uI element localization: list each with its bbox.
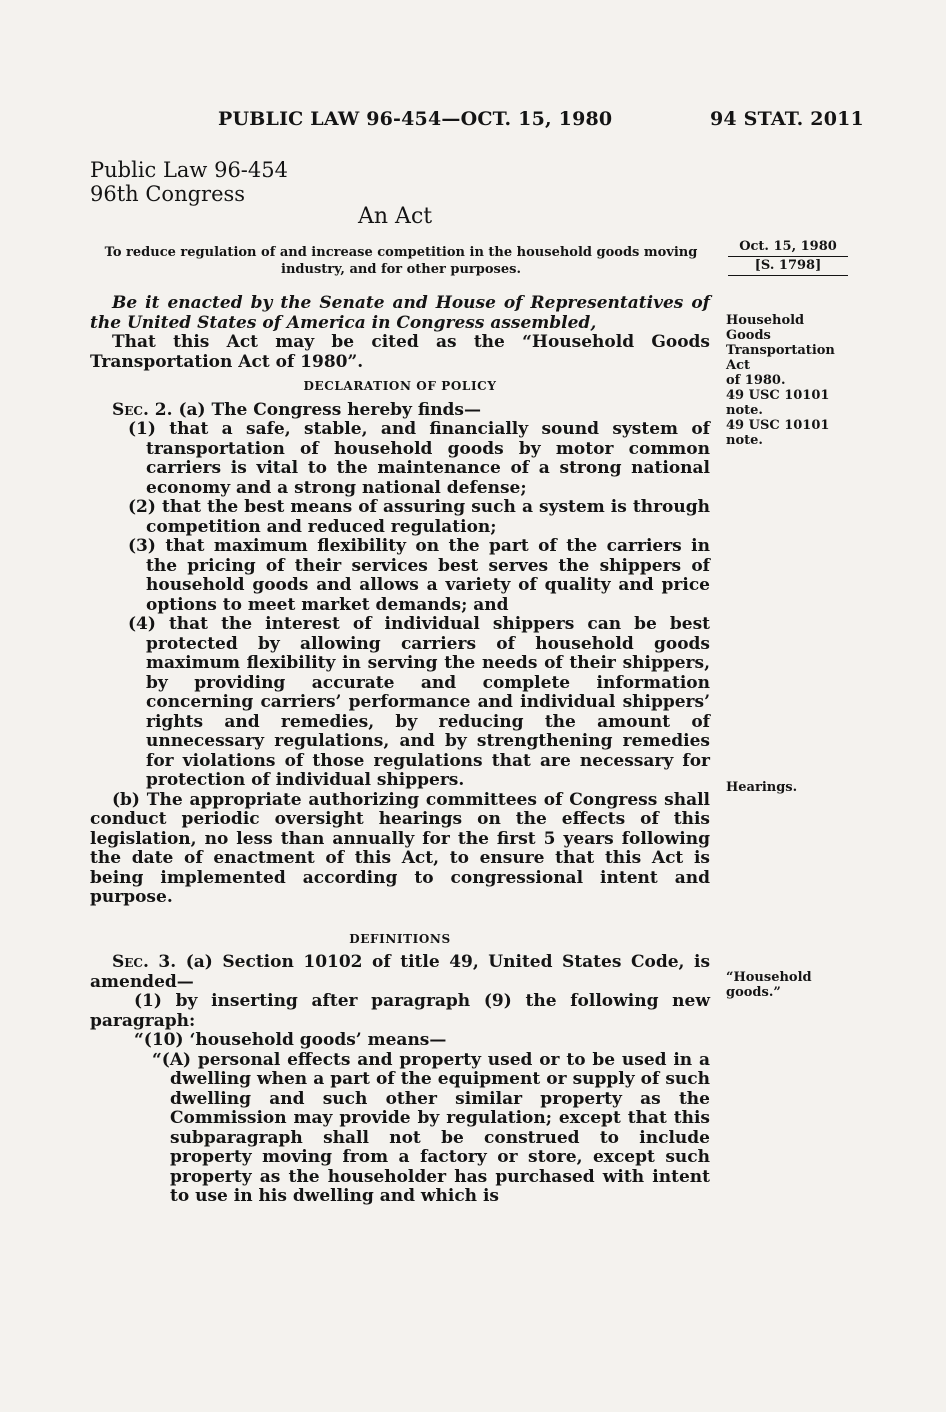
sec3-a [90, 953, 710, 992]
margin-line: note. [726, 433, 763, 448]
congress-number: 96th Congress [90, 182, 246, 206]
margin-line: of 1980. [726, 373, 786, 388]
sec2-a-text: (a) The Congress hereby finds— [178, 399, 482, 420]
act-purpose: To reduce regulation of and increase competition in the household goods moving industry, and for other purposes. [104, 245, 698, 277]
margin-line: 49 USC 10101 [726, 388, 830, 403]
finding-4: (4) that the interest of individual shippers can be best protected by allowing carriers of household goods maximum flexibility in serving the needs of their shippers, by providing accurate and complete information concerning carriers’ performance and individual shippers’ rights and remedies, by reducing the amount of unnecessary regulations, and by strengthening remedies for violations of those regulations that are necessary for protection of individual shippers. [128, 614, 710, 790]
definition-10-a: “(A) personal effects and property used or to be used in a dwelling when a part of the equipment or supply of such dwelling and such other similar property as the Commission may provide by regulation; except that this subparagraph shall not be construed to include property moving from a factory or store, except such property as the householder has purchased with intent to use in his dwelling and which is [152, 1049, 710, 1206]
bill-number: [S. 1798] [728, 257, 848, 276]
margin-line: note. [726, 403, 763, 418]
margin-note-short-title [726, 313, 846, 448]
margin-note-hearings: Hearings. [726, 780, 798, 795]
enacting-clause: Be it enacted by the Senate and House of Representatives of the United States of America in Congress assembled, [90, 293, 710, 333]
act-heading: An Act [358, 204, 433, 229]
heading-declaration-of-policy: DECLARATION OF POLICY [303, 379, 497, 393]
public-law-number: Public Law 96-454 [90, 158, 288, 182]
date-box [728, 238, 848, 276]
sec3-label: Sec. 3. [112, 952, 177, 972]
heading-definitions: DEFINITIONS [349, 931, 451, 946]
margin-line: goods.” [726, 985, 781, 1000]
margin-line: “Household [726, 970, 812, 985]
approval-date: Oct. 15, 1980 [728, 238, 848, 257]
sec2-label: Sec. 2. [112, 399, 173, 420]
stat-citation: 94 STAT. 2011 [710, 108, 864, 130]
sec2-a [90, 401, 710, 421]
sec2-b: (b) The appropriate authorizing committees of Congress shall conduct periodic oversight hearings on the effects of this legislation, no less than annually for the first 5 years following the date of enactment of this Act, to ensure that this Act is being implemented according to congressional intent and purpose. [90, 789, 710, 907]
finding-3: (3) that maximum flexibility on the part of the carriers in the pricing of their services best serves the shippers of household goods and allows a variety of quality and price options to meet market demands; and [128, 536, 710, 615]
main-text [90, 294, 710, 1207]
finding-2: (2) that the best means of assuring such a system is through competition and reduced regulation; [128, 497, 710, 537]
margin-line: Household [726, 313, 805, 328]
margin-line: Transportation [726, 343, 835, 358]
margin-line: Act [726, 358, 751, 373]
sec3-a-text: (a) Section 10102 of title 49, United States Code, is amended— [90, 952, 711, 992]
short-title: That this Act may be cited as the “Household Goods Transportation Act of 1980”. [90, 332, 710, 372]
margin-line: 49 USC 10101 [726, 418, 830, 433]
definition-10: “(10) ‘household goods’ means— [134, 1030, 447, 1050]
running-title: PUBLIC LAW 96-454—OCT. 15, 1980 [218, 108, 613, 130]
sec3-a1: (1) by inserting after paragraph (9) the following new paragraph: [90, 991, 710, 1031]
finding-1: (1) that a safe, stable, and financially sound system of transportation of household goods by motor common carriers is vital to the maintenance of a strong national economy and a strong national defense; [128, 419, 710, 498]
margin-line: Goods [726, 328, 771, 343]
margin-note-household-goods [726, 970, 846, 1000]
